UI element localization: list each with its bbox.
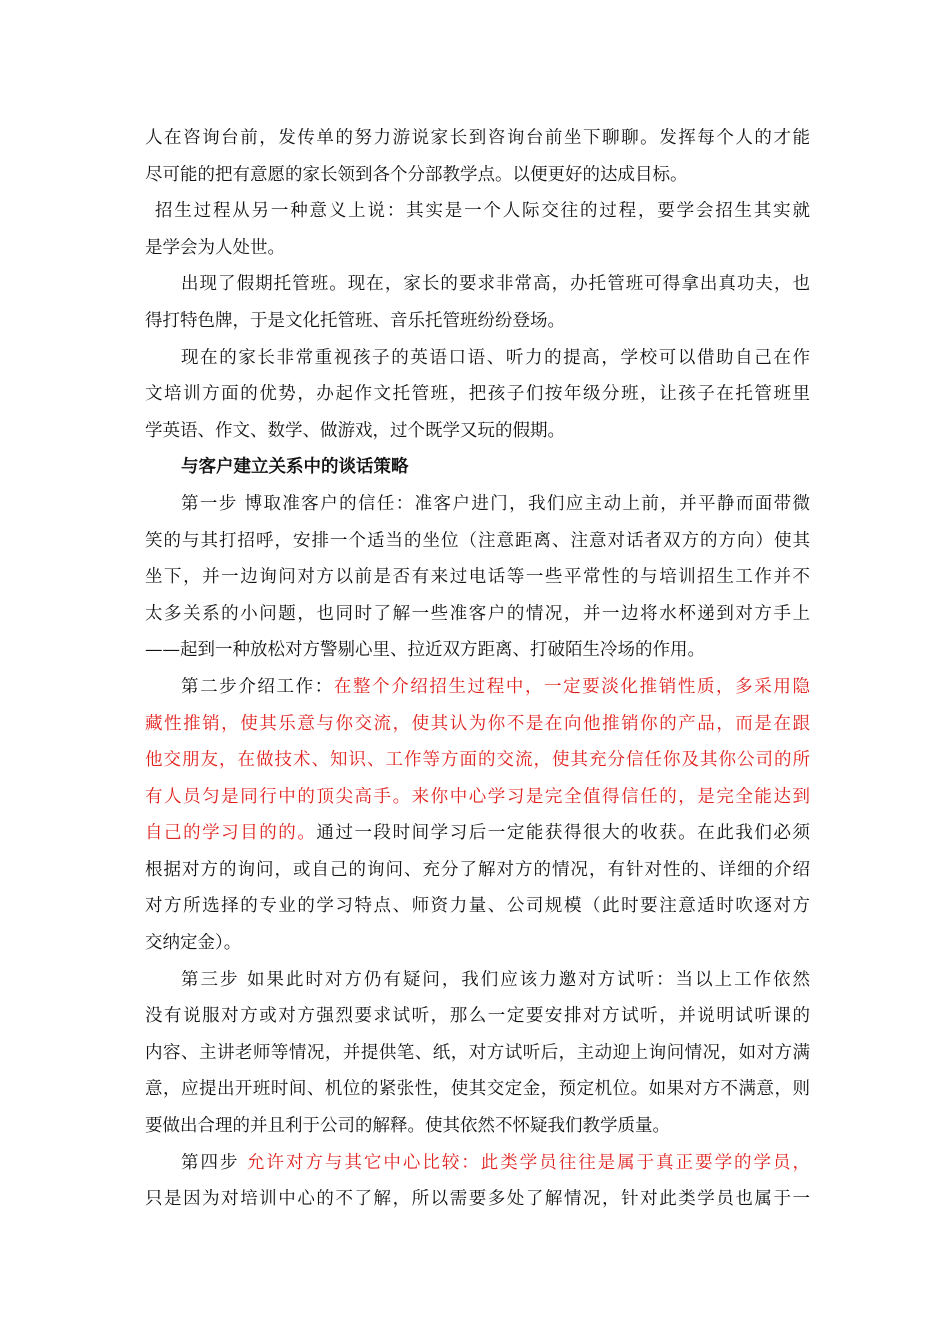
- highlighted-line: 有人员匀是同行中的顶尖高手。来你中心学习是完全值得信任的，是完全能达到: [145, 786, 810, 807]
- text-line: 招生过程从另一种意义上说：其实是一个人际交往的过程，要学会招生其实就: [155, 201, 810, 222]
- text-line: ——起到一种放松对方警剔心里、拉近双方距离、打破陌生冷场的作用。: [145, 640, 705, 661]
- text-line: 得打特色牌，于是文化托管班、音乐托管班纷纷登场。: [145, 310, 565, 331]
- text-line: 坐下，并一边询问对方以前是否有来过电话等一些平常性的与培训招生工作并不: [145, 567, 810, 588]
- text-line: 学英语、作文、数学、做游戏，过个既学又玩的假期。: [145, 420, 565, 441]
- text-line: 笑的与其打招呼，安排一个适当的坐位（注意距离、注意对话者双方的方向）使其: [145, 530, 810, 551]
- text-line: 对方所选择的专业的学习特点、师资力量、公司规模（此时要注意适时吹逐对方: [145, 896, 810, 917]
- document-body: [145, 120, 810, 1218]
- highlighted-text: 自己的学习目的的。: [145, 823, 317, 844]
- highlighted-text: 在整个介绍招生过程中，一定要淡化推销性质，多采用隐: [333, 676, 810, 697]
- text-line: 人在咨询台前，发传单的努力游说家长到咨询台前坐下聊聊。发挥每个人的才能: [145, 128, 810, 148]
- text-line: 文培训方面的优势，办起作文托管班，把孩子们按年级分班，让孩子在托管班里: [145, 384, 810, 405]
- text-line: 是学会为人处世。: [145, 237, 285, 258]
- body-text: 通过一段时间学习后一定能获得很大的收获。在此我们必须: [316, 823, 810, 844]
- text-line: 尽可能的把有意愿的家长领到各个分部教学点。以便更好的达成目标。: [145, 164, 688, 185]
- text-line: 出现了假期托管班。现在，家长的要求非常高，办托管班可得拿出真功夫，也: [181, 274, 810, 295]
- step-lead: 第二步介绍工作：: [181, 676, 334, 697]
- text-line: 现在的家长非常重视孩子的英语口语、听力的提高，学校可以借助自己在作: [181, 347, 810, 368]
- text-line: 内容、主讲老师等情况，并提供笔、纸，对方试听后，主动迎上询问情况，如对方满: [145, 1042, 810, 1063]
- highlighted-text: 允许对方与其它中心比较：此类学员往往是属于真正要学的学员，: [247, 1152, 810, 1173]
- text-line: [145, 815, 810, 852]
- text-line: 意，应提出开班时间、机位的紧张性，使其交定金，预定机位。如果对方不满意，则: [145, 1079, 810, 1100]
- section-heading: 与客户建立关系中的谈话策略: [181, 457, 409, 478]
- text-line: 没有说服对方或对方强烈要求试听，那么一定要安排对方试听，并说明试听课的: [145, 1006, 810, 1027]
- highlighted-line: 他交朋友，在做技术、知识、工作等方面的交流，使其充分信任你及其你公司的所: [145, 750, 810, 771]
- text-line: 第一步 博取准客户的信任：准客户进门，我们应主动上前，并平静而面带微: [181, 493, 810, 514]
- text-line: 第三步 如果此时对方仍有疑问，我们应该力邀对方试听：当以上工作依然: [181, 969, 810, 990]
- text-line: 只是因为对培训中心的不了解，所以需要多处了解情况，针对此类学员也属于一: [145, 1189, 810, 1210]
- text-line: 根据对方的询问，或自己的询问、充分了解对方的情况，有针对性的、详细的介绍: [145, 859, 810, 880]
- text-line: [145, 1145, 810, 1182]
- highlighted-line: 藏性推销，使其乐意与你交流，使其认为你不是在向他推销你的产品，而是在跟: [145, 713, 810, 734]
- text-line: [145, 669, 810, 706]
- text-line: 交纳定金）。: [145, 933, 242, 954]
- step-lead: 第四步: [181, 1152, 247, 1173]
- text-line: 要做出合理的并且利于公司的解释。使其依然不怀疑我们教学质量。: [145, 1116, 670, 1137]
- text-line: 太多关系的小问题，也同时了解一些准客户的情况，并一边将水杯递到对方手上: [145, 603, 810, 624]
